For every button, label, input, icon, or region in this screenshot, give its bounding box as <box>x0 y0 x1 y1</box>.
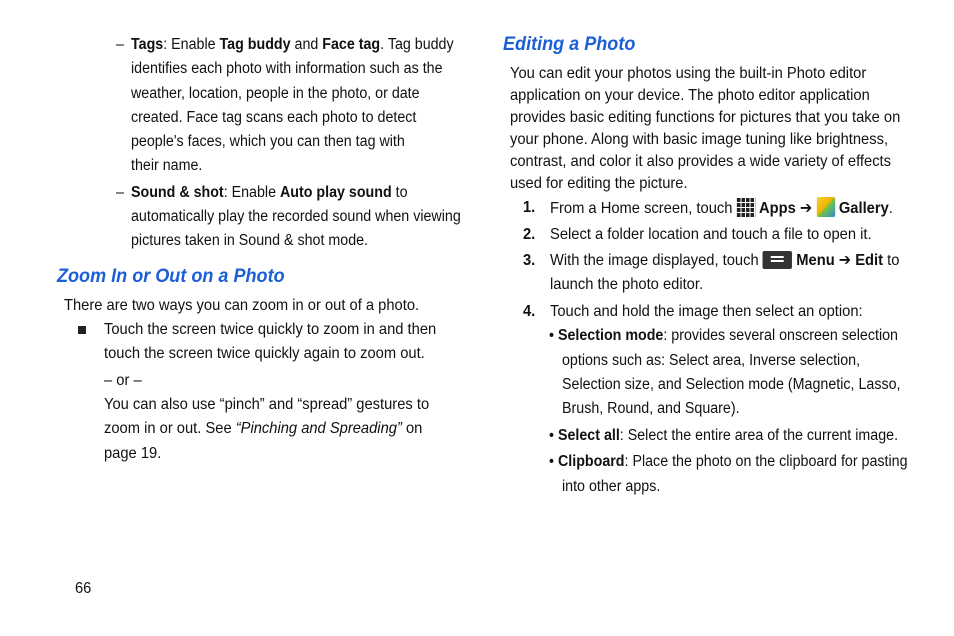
apps-label: Apps <box>759 200 796 217</box>
step-3-lead: With the image displayed, touch <box>550 252 763 269</box>
option-clipboard-line-2: into other apps. <box>562 478 661 495</box>
bullet-square <box>78 326 86 334</box>
tags-line-1 <box>131 33 454 57</box>
sound-line-3: pictures taken in Sound & shot mode. <box>131 232 369 249</box>
tags-dash: – <box>116 36 124 53</box>
step-1-text <box>550 197 893 220</box>
menu-label: Menu <box>796 252 835 269</box>
zoom-intro: There are two ways you can zoom in or out of a photo. <box>64 297 420 314</box>
selection-mode-term: Selection mode <box>557 327 664 344</box>
alt-line-1: You can also use “pinch” and “spread” gestures to <box>104 396 430 413</box>
sound-text-end: to <box>391 184 408 201</box>
intro-line-1: You can edit your photos using the built-in Photo editor <box>510 65 867 82</box>
or-separator: – or – <box>104 372 142 389</box>
step-4-text: Touch and hold the image then select an option: <box>550 303 863 320</box>
bullet-icon: • <box>549 427 555 444</box>
selection-mode-desc: : provides several onscreen selection <box>663 327 898 344</box>
step-2-text: Select a folder location and touch a file to open it. <box>550 226 872 243</box>
tags-text: : Enable <box>163 36 220 53</box>
step-3-text <box>550 250 899 272</box>
tags-text-end: . Tag buddy <box>380 36 454 53</box>
alt-line-3: page 19. <box>104 445 162 462</box>
menu-icon <box>763 251 792 269</box>
gallery-label: Gallery <box>838 200 889 217</box>
zoom-bullet-line-1: Touch the screen twice quickly to zoom in and then <box>104 321 437 338</box>
step-3-line-2: launch the photo editor. <box>550 276 704 293</box>
sound-line-1 <box>131 181 408 205</box>
bullet-icon: • <box>549 453 555 470</box>
step-3-end: to <box>883 252 900 269</box>
step-1-end: . <box>888 200 893 217</box>
tags-line-5: people's faces, which you can then tag with <box>131 133 405 150</box>
clipboard-term: Clipboard <box>557 453 625 470</box>
sound-line-2: automatically play the recorded sound when viewing <box>131 208 461 225</box>
intro-line-4: your phone. Along with basic image tuning like brightness, <box>510 131 889 148</box>
option-selection-mode-line-4: Brush, Round, and Square). <box>562 400 740 417</box>
tags-and: and <box>290 36 323 53</box>
intro-line-6: used for editing the picture. <box>510 175 688 192</box>
option-selection-mode-line-2: options such as: Select area, Inverse selection, <box>562 352 861 369</box>
zoom-bullet-line-2: touch the screen twice quickly again to zoom out. <box>104 345 425 362</box>
edit-label: Edit <box>855 252 884 269</box>
apps-grid-icon <box>737 197 755 217</box>
tags-line-4: created. Face tag scans each photo to detect <box>131 109 417 126</box>
tags-line-6: their name. <box>131 157 203 174</box>
bullet-icon: • <box>549 327 555 344</box>
tags-line-3: weather, location, people in the photo, or date <box>131 85 420 102</box>
face-tag-term: Face tag <box>322 36 381 53</box>
clipboard-desc: : Place the photo on the clipboard for pasting <box>624 453 908 470</box>
intro-line-3: provides basic editing functions for pictures that you take on <box>510 109 901 126</box>
step-4-number: 4. <box>523 303 536 320</box>
sound-dash: – <box>116 184 124 201</box>
tags-term: Tags <box>131 36 164 53</box>
tags-line-2: identifies each photo with information such as the <box>131 60 443 77</box>
arrow-icon: ➔ <box>834 252 856 269</box>
option-selection-mode-line-1 <box>549 324 898 348</box>
step-2-number: 2. <box>523 226 536 243</box>
arrow-icon: ➔ <box>795 200 817 217</box>
page-number: 66 <box>75 580 92 597</box>
auto-play-term: Auto play sound <box>279 184 392 201</box>
option-selection-mode-line-3: Selection size, and Selection mode (Magnetic, Lasso, <box>562 376 901 393</box>
gallery-icon <box>816 197 834 217</box>
editing-heading: Editing a Photo <box>503 34 636 55</box>
intro-line-5: contrast, and color it also provides a wide variety of effects <box>510 153 892 170</box>
intro-line-2: application on your device. The photo editor application <box>510 87 870 104</box>
sound-shot-term: Sound & shot <box>131 184 224 201</box>
sound-text: : Enable <box>223 184 280 201</box>
step-1-lead: From a Home screen, touch <box>550 200 737 217</box>
select-all-term: Select all <box>557 427 620 444</box>
pinching-link[interactable]: “Pinching and Spreading” <box>235 420 402 437</box>
zoom-heading: Zoom In or Out on a Photo <box>57 266 285 287</box>
step-3-number: 3. <box>523 252 536 269</box>
alt-text-end: on <box>401 420 423 437</box>
select-all-desc: : Select the entire area of the current image. <box>619 427 899 444</box>
alt-line-2 <box>104 418 422 440</box>
step-1-number: 1. <box>523 199 536 216</box>
option-select-all <box>549 424 898 448</box>
tag-buddy-term: Tag buddy <box>219 36 291 53</box>
option-clipboard-line-1 <box>549 450 908 474</box>
alt-text: zoom in or out. See <box>104 420 236 437</box>
